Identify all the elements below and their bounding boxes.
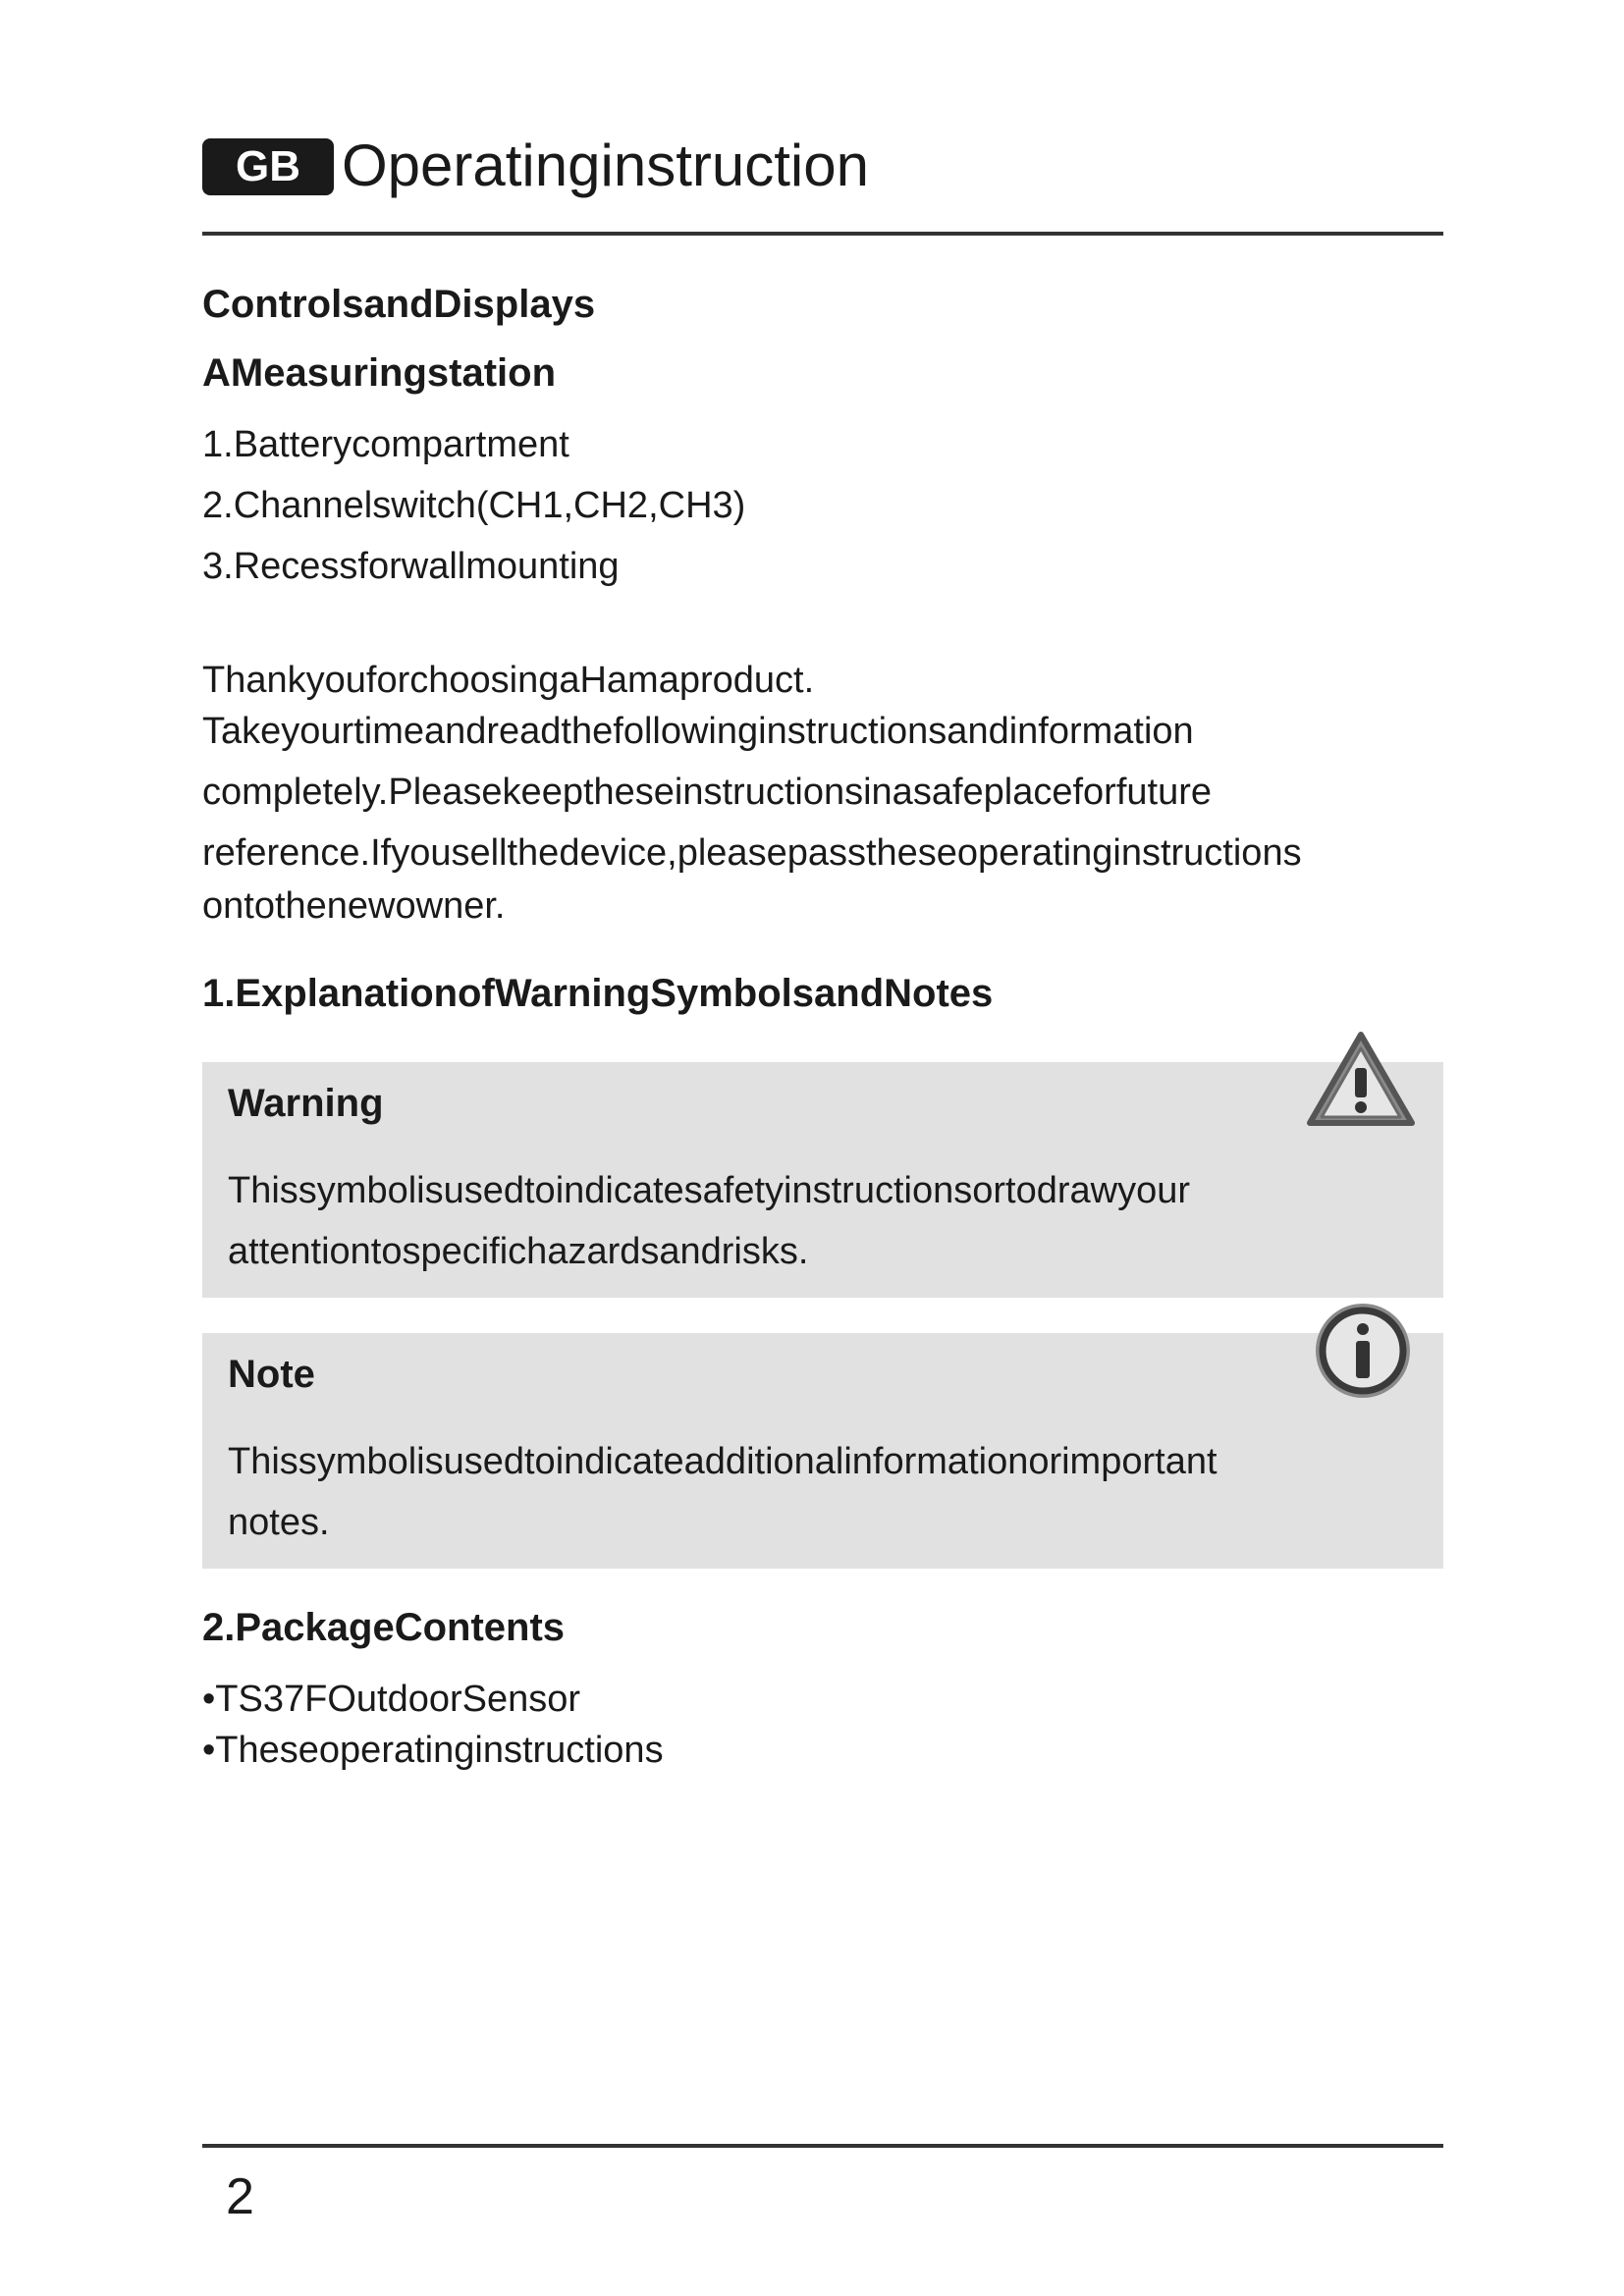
warning-text-line: Thissymbolisusedtoindicatesafetyinstructionsortodrawyour bbox=[228, 1170, 1191, 1211]
note-title: Note bbox=[228, 1353, 315, 1396]
section2-heading: 2.PackageContents bbox=[202, 1606, 566, 1649]
note-text-line: notes. bbox=[228, 1502, 330, 1543]
header-divider bbox=[202, 232, 1443, 236]
section1-heading: 1.ExplanationofWarningSymbolsandNotes bbox=[202, 972, 994, 1015]
package-item: •Theseoperatinginstructions bbox=[202, 1730, 664, 1771]
note-text bbox=[228, 1431, 1288, 1553]
measuring-station-heading: AMeasuringstation bbox=[202, 351, 557, 395]
controls-heading: ControlsandDisplays bbox=[202, 283, 596, 326]
page-header bbox=[202, 126, 869, 204]
info-icon bbox=[1312, 1300, 1414, 1407]
intro-line: ThankyouforchoosingaHamaproduct. bbox=[202, 660, 815, 701]
package-item: •TS37FOutdoorSensor bbox=[202, 1679, 581, 1720]
intro-line: ontothenewowner. bbox=[202, 885, 506, 927]
controls-item: 3.Recessforwallmounting bbox=[202, 546, 620, 587]
intro-line: Takeyourtimeandreadthefollowinginstructionsandinformation bbox=[202, 711, 1194, 752]
intro-line: reference.Ifyousellthedevice,pleasepasstheseoperatinginstructions bbox=[202, 832, 1302, 874]
controls-item: 1.Batterycompartment bbox=[202, 424, 569, 465]
language-badge: GB bbox=[202, 138, 334, 195]
note-box bbox=[202, 1333, 1443, 1569]
warning-box bbox=[202, 1062, 1443, 1298]
note-text-line: Thissymbolisusedtoindicateadditionalinformationorimportant bbox=[228, 1441, 1218, 1482]
warning-text bbox=[228, 1160, 1288, 1282]
header-title: Operatinginstruction bbox=[342, 132, 869, 198]
page-number: 2 bbox=[226, 2168, 254, 2225]
warning-title: Warning bbox=[228, 1082, 384, 1125]
intro-line: completely.Pleasekeeptheseinstructionsinasafeplaceforfuture bbox=[202, 772, 1213, 813]
controls-item: 2.Channelswitch(CH1,CH2,CH3) bbox=[202, 485, 746, 526]
footer-divider bbox=[202, 2144, 1443, 2148]
warning-text-line: attentiontospecifichazardsandrisks. bbox=[228, 1231, 809, 1272]
warning-triangle-icon bbox=[1304, 1029, 1418, 1136]
